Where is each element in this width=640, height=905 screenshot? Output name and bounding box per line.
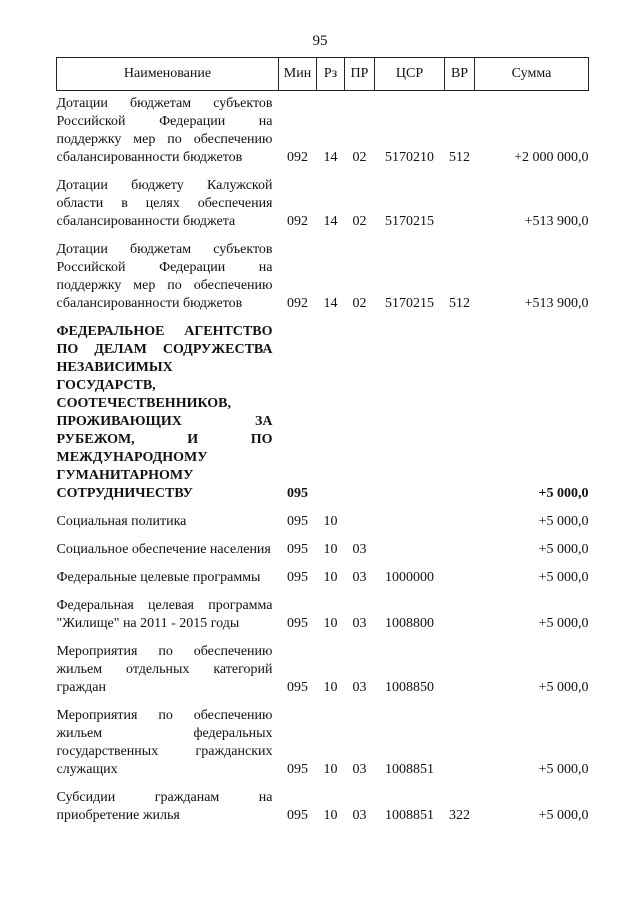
cell-rz: 10: [323, 808, 338, 823]
table-row: [57, 167, 589, 231]
cell-rz: 14: [323, 296, 338, 311]
table-row: [57, 779, 589, 825]
cell-sum: +5 000,0: [538, 542, 589, 557]
cell-sum: +5 000,0: [538, 514, 589, 529]
cell-pr: 03: [352, 616, 367, 631]
cell-csr: 1008851: [385, 808, 434, 823]
cell-csr: 1008800: [385, 616, 434, 631]
cell-rz: 14: [323, 150, 338, 165]
cell-csr: 5170215: [385, 296, 434, 311]
header-vr: ВР: [445, 58, 475, 91]
cell-name: Дотации бюджетам субъектов Российской Федерации на поддержку мер по обеспечению сбалансированности бюджетов: [56, 242, 273, 311]
table-header-row: [57, 58, 589, 91]
cell-vr: [445, 559, 475, 587]
cell-rz: 10: [323, 570, 338, 585]
budget-table: [56, 57, 589, 825]
cell-sum: +513 900,0: [524, 296, 589, 311]
cell-sum: +5 000,0: [538, 762, 589, 777]
cell-pr: [345, 313, 375, 503]
cell-pr: 02: [352, 150, 367, 165]
table-row: [57, 633, 589, 697]
cell-name: Мероприятия по обеспечению жильем отдельных категорий граждан: [56, 644, 273, 695]
cell-min: 095: [287, 570, 308, 585]
cell-pr: 03: [352, 808, 367, 823]
cell-csr: 1000000: [385, 570, 434, 585]
cell-vr: [445, 697, 475, 779]
cell-vr: 512: [449, 150, 470, 165]
cell-sum: +5 000,0: [538, 616, 589, 631]
cell-rz: 14: [323, 214, 338, 229]
cell-sum: +5 000,0: [538, 808, 589, 823]
cell-csr: [375, 313, 445, 503]
cell-pr: 02: [352, 214, 367, 229]
table-row: [57, 91, 589, 168]
cell-rz: 10: [323, 680, 338, 695]
cell-name: Социальная политика: [56, 514, 187, 529]
cell-name: Субсидии гражданам на приобретение жилья: [56, 790, 273, 823]
cell-sum: +2 000 000,0: [514, 150, 589, 165]
cell-name: Федеральная целевая программа "Жилище" на 2011 - 2015 годы: [56, 598, 273, 631]
table-row: [57, 531, 589, 559]
cell-sum: +5 000,0: [538, 680, 589, 695]
cell-vr: 512: [449, 296, 470, 311]
cell-min: 095: [287, 680, 308, 695]
cell-csr: 1008850: [385, 680, 434, 695]
cell-min: 092: [287, 296, 308, 311]
cell-pr: [345, 503, 375, 531]
cell-pr: 03: [352, 570, 367, 585]
header-pr: ПР: [345, 58, 375, 91]
cell-min: 095: [287, 762, 308, 777]
header-name: Наименование: [57, 58, 279, 91]
cell-csr: [375, 531, 445, 559]
page-number: 95: [312, 33, 328, 49]
cell-rz: 10: [323, 542, 338, 557]
table-row: [57, 231, 589, 313]
cell-csr: 1008851: [385, 762, 434, 777]
cell-vr: [445, 313, 475, 503]
cell-vr: [445, 587, 475, 633]
cell-csr: 5170215: [385, 214, 434, 229]
cell-min: 092: [287, 214, 308, 229]
cell-csr: 5170210: [385, 150, 434, 165]
cell-sum: +513 900,0: [524, 214, 589, 229]
cell-rz: 10: [323, 514, 338, 529]
cell-rz: 10: [323, 616, 338, 631]
cell-pr: 03: [352, 762, 367, 777]
cell-pr: 02: [352, 296, 367, 311]
cell-min: 095: [287, 542, 308, 557]
cell-name: Социальное обеспечение населения: [56, 542, 271, 557]
cell-pr: 03: [352, 680, 367, 695]
cell-name: Федеральные целевые программы: [56, 570, 261, 585]
cell-vr: [445, 531, 475, 559]
table-row: [57, 503, 589, 531]
cell-vr: [445, 633, 475, 697]
table-row: [57, 559, 589, 587]
cell-sum: +5 000,0: [538, 570, 589, 585]
cell-csr: [375, 503, 445, 531]
table-row: [57, 313, 589, 503]
cell-min: 095: [287, 808, 308, 823]
cell-sum: +5 000,0: [538, 486, 589, 501]
header-rz: Рз: [317, 58, 345, 91]
header-csr: ЦСР: [375, 58, 445, 91]
cell-vr: 322: [449, 808, 470, 823]
cell-name: ФЕДЕРАЛЬНОЕ АГЕНТСТВО ПО ДЕЛАМ СОДРУЖЕСТВА НЕЗАВИСИМЫХ ГОСУДАРСТВ, СООТЕЧЕСТВЕННИКОВ, ПРОЖИВАЮЩИХ ЗА РУБЕЖОМ, И ПО МЕЖДУНАРОДНОМУ ГУМАНИТАРНОМУ СОТРУДНИЧЕСТВУ: [56, 324, 273, 501]
cell-name: Дотации бюджетам субъектов Российской Федерации на поддержку мер по обеспечению сбалансированности бюджетов: [56, 96, 273, 165]
cell-name: Мероприятия по обеспечению жильем федеральных государственных гражданских служащих: [56, 708, 273, 777]
cell-min: 092: [287, 150, 308, 165]
table-row: [57, 697, 589, 779]
cell-min: 095: [287, 486, 308, 501]
cell-pr: 03: [352, 542, 367, 557]
header-min: Мин: [279, 58, 317, 91]
cell-rz: [317, 313, 345, 503]
cell-vr: [445, 167, 475, 231]
cell-rz: 10: [323, 762, 338, 777]
cell-name: Дотации бюджету Калужской области в целях обеспечения сбалансированности бюджета: [56, 178, 273, 229]
cell-vr: [445, 503, 475, 531]
cell-min: 095: [287, 514, 308, 529]
header-sum: Сумма: [475, 58, 589, 91]
cell-min: 095: [287, 616, 308, 631]
table-row: [57, 587, 589, 633]
